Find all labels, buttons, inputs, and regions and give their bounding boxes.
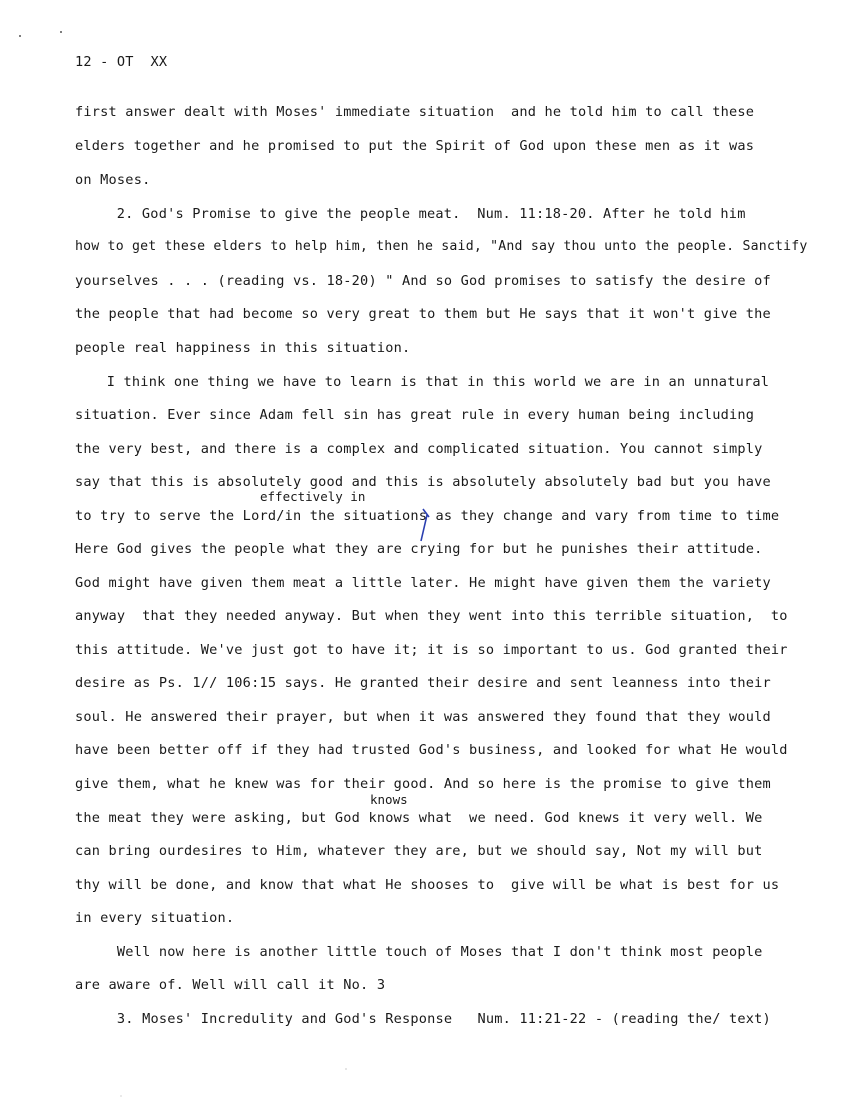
scan-speck [120,1095,122,1097]
text-line: God might have given them meat a little later. He might have given them the variety [75,575,771,591]
text-line: people real happiness in this situation. [75,340,411,356]
text-line: this attitude. We've just got to have it; it is so important to us. God granted their [75,642,788,658]
text-line: situation. Ever since Adam fell sin has great rule in every human being including [75,407,755,423]
scan-speck [60,31,62,33]
text-line: the meat they were asking, but God knows what we need. God knews it very well. We [75,810,763,826]
text-line: elders together and he promised to put the Spirit of God upon these men as it was [75,138,755,154]
text-line: are aware of. Well will call it No. 3 [75,977,386,993]
inserted-text-knows: knows [370,792,408,807]
text-line: anyway that they needed anyway. But when they went into this terrible situation, to [75,608,788,624]
text-line: thy will be done, and know that what He shooses to give will be what is best for us [75,877,780,893]
text-line: to try to serve the Lord/in the situations as they change and vary from time to time [75,508,780,524]
text-line: Well now here is another little touch of Moses that I don't think most people [75,944,763,960]
text-line: Here God gives the people what they are crying for but he punishes their attitude. [75,541,763,557]
text-line: on Moses. [75,172,151,188]
scan-speck [345,1068,347,1070]
text-line: can bring ourdesires to Him, whatever they are, but we should say, Not my will but [75,843,763,859]
text-line: the very best, and there is a complex and complicated situation. You cannot simply [75,441,763,457]
inserted-text-effectively-in: effectively in [260,489,366,504]
text-line: first answer dealt with Moses' immediate situation and he told him to call these [75,104,755,120]
text-line: how to get these elders to help him, then he said, "And say thou unto the people. Sanctify [75,239,808,254]
page-header: 12 - OT XX [75,54,168,70]
text-line: say that this is absolutely good and this is absolutely absolutely bad but you have [75,474,771,490]
text-line: the people that had become so very great to them but He says that it won't give the [75,306,771,322]
text-line: yourselves . . . (reading vs. 18-20) " And so God promises to satisfy the desire of [75,273,771,289]
text-line: have been better off if they had trusted God's business, and looked for what He would [75,742,788,758]
scan-speck [19,35,21,37]
text-line: 3. Moses' Incredulity and God's Response Num. 11:21-22 - (reading the/ text) [75,1011,771,1027]
text-line: in every situation. [75,910,235,926]
blue-insertion-mark [415,505,435,545]
text-line: 2. God's Promise to give the people meat. Num. 11:18-20. After he told him [100,206,746,222]
text-line: soul. He answered their prayer, but when it was answered they found that they would [75,709,771,725]
text-line: give them, what he knew was for their good. And so here is the promise to give them [75,776,771,792]
text-line: I think one thing we have to learn is that in this world we are in an unnatural [90,374,770,390]
text-line: desire as Ps. 1// 106:15 says. He granted their desire and sent leanness into their [75,675,771,691]
